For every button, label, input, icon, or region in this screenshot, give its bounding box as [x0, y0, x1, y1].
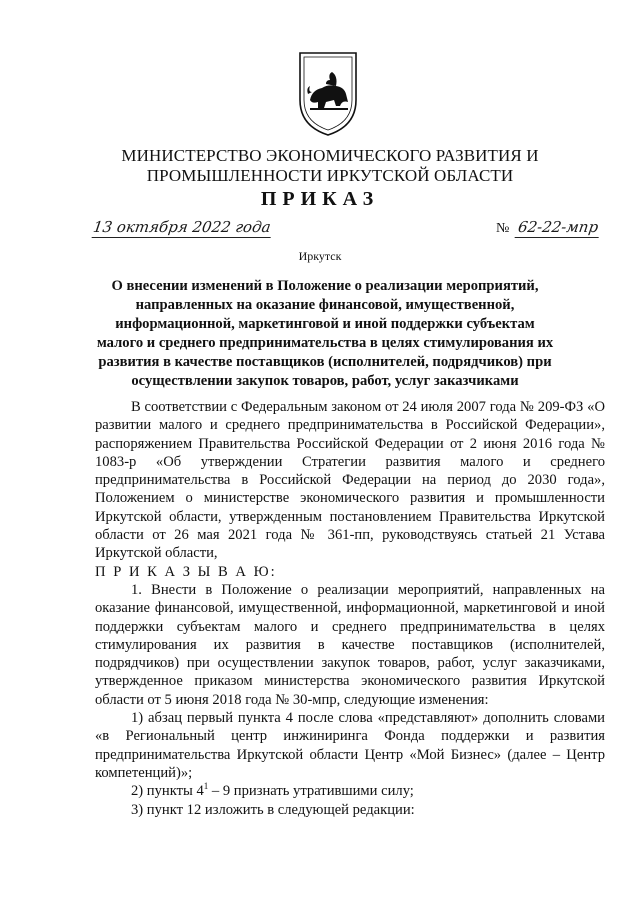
- order-number-label: №: [496, 221, 510, 236]
- ministry-name: [120, 146, 540, 186]
- subitem-3-paragraph: 3) пункт 12 изложить в следующей редакции:: [131, 801, 415, 818]
- item-1-paragraph: 1. Внести в Положение о реализации мероприятий, направленных на оказание финансовой, имущественной, информационной, маркетинговой и иной поддержки субъектам малого и среднего предпринимательства в целях стимулирования их развития в качестве поставщиков (исполнителей, подрядчиков) при осуществлении закупок товаров, работ, услуг заказчиками, утвержденное приказом министерства экономического развития Иркутской области от 5 июня 2018 года № 30-мпр, следующие изменения:: [95, 581, 605, 708]
- ministry-line-2: ПРОМЫШЛЕННОСТИ ИРКУТСКОЙ ОБЛАСТИ: [146, 166, 514, 185]
- ministry-line-1: МИНИСТЕРСТВО ЭКОНОМИЧЕСКОГО РАЗВИТИЯ И: [121, 146, 539, 165]
- subitem-2-superscript: 1: [203, 781, 209, 792]
- subitem-2-text-end: – 9 признать утратившими силу;: [208, 783, 414, 800]
- handwritten-order-number: 62-22-мпр: [515, 218, 602, 238]
- document-type-title: ПРИКАЗ: [260, 188, 380, 210]
- subitem-2-paragraph: [95, 782, 605, 800]
- preamble-paragraph: В соответствии с Федеральным законом от 24 июля 2007 года № 209-ФЗ «О развитии малого и среднего предпринимательства в Российской Федерации», распоряжением Правительства Российской Федерации от 2 июня 2016 года № 1083-р «Об утверждении Стратегии развития малого и среднего предпринимательства в Российской Федерации на период до 2030 года», Положением о министерстве экономического развития и промышленности Иркутской области, утвержденным постановлением Правительства Иркутской области от 26 мая 2021 года № 361-пп, руководствуясь статьей 21 Устава Иркутской области,: [95, 399, 605, 562]
- order-subject: О внесении изменений в Положение о реализации мероприятий, направленных на оказание финансовой, имущественной, информационной, маркетинговой и иной поддержки субъектам малого и среднего предпринимательства в целях стимулирования их развития в качестве поставщиков (исполнителей, подрядчиков) при осуществлении закупок товаров, работ, услуг заказчиками: [96, 278, 554, 389]
- order-body: [95, 398, 605, 819]
- subitem-2-text: 2) пункты 4: [131, 783, 204, 800]
- handwritten-date: 13 октября 2022 года: [91, 218, 272, 236]
- order-word: П Р И К А З Ы В А Ю:: [95, 563, 277, 580]
- coat-of-arms-emblem: [296, 50, 360, 138]
- city-name: Иркутск: [298, 249, 342, 263]
- subitem-1-paragraph: 1) абзац первый пункта 4 после слова «представляют» дополнить словами «в Региональный центр инжиниринга Фонда поддержки и развития предпринимательства Иркутской области Центр «Мой Бизнес» (далее – Центр компетенций)»;: [95, 710, 605, 781]
